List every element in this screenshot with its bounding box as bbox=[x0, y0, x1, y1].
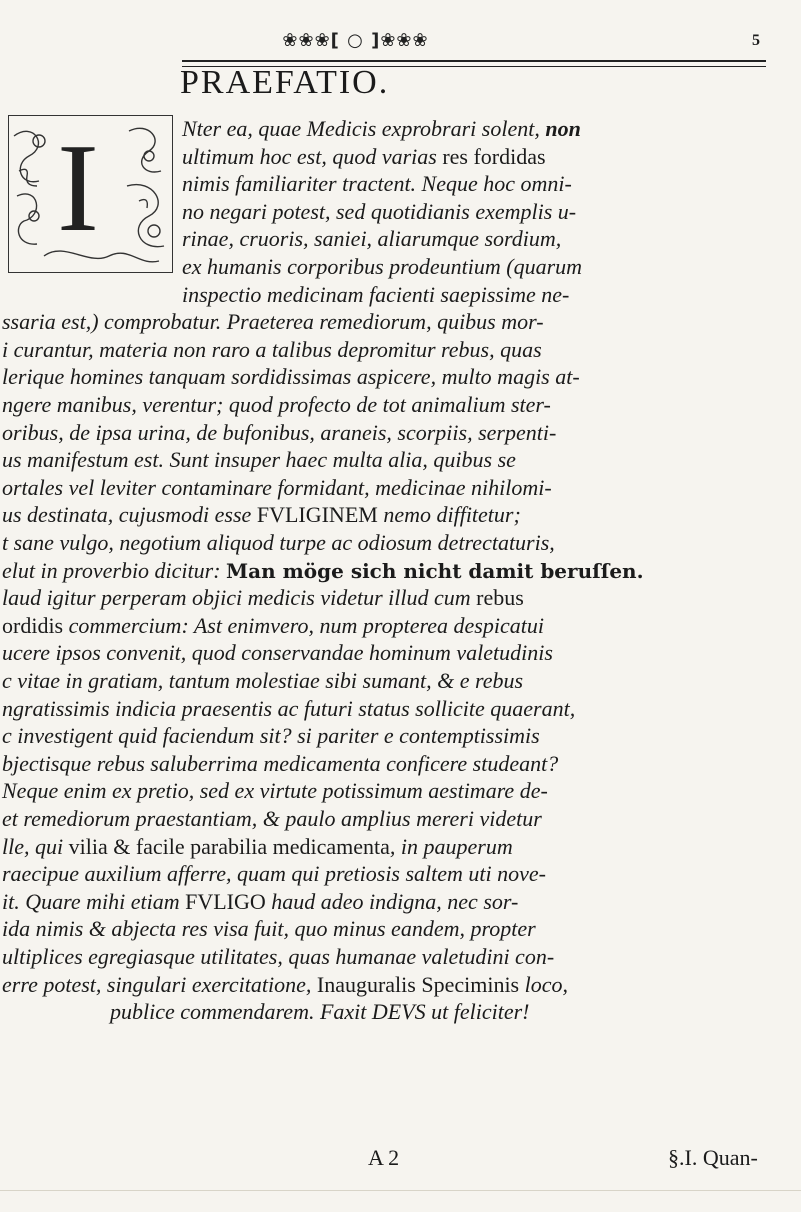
text-line bbox=[2, 725, 540, 747]
text-line bbox=[2, 449, 516, 471]
catchword: §.I. Quan- bbox=[668, 1145, 758, 1170]
text-run: ordidis bbox=[2, 612, 64, 638]
text-run: vilia & facile parabilia medicamenta bbox=[68, 833, 390, 859]
text-line bbox=[2, 336, 542, 362]
text-run: nemo diffitetur; bbox=[377, 502, 521, 528]
text-run: rinae, cruoris, saniei, aliarumque sordium, bbox=[182, 226, 562, 252]
page-edge bbox=[0, 1190, 801, 1191]
text-line bbox=[182, 173, 572, 195]
text-line bbox=[2, 532, 555, 554]
text-run: haud adeo indigna, nec sor- bbox=[265, 888, 519, 914]
text-line bbox=[2, 474, 552, 500]
text-line bbox=[2, 833, 513, 859]
text-line bbox=[2, 394, 551, 416]
text-line bbox=[182, 256, 582, 278]
text-line bbox=[110, 1001, 530, 1023]
text-run: ucere ipsos convenit, quod conservandae hominum valetudinis bbox=[2, 640, 553, 666]
text-run: res fordidas bbox=[442, 143, 546, 169]
text-line bbox=[182, 281, 570, 307]
text-line bbox=[2, 612, 544, 638]
text-line bbox=[2, 750, 559, 776]
text-line bbox=[2, 419, 557, 445]
text-run: lle, qui bbox=[2, 833, 69, 859]
text-run: ngratissimis indicia praesentis ac futuri status sollicite quaerant, bbox=[2, 695, 576, 721]
text-line bbox=[2, 918, 536, 940]
text-run: ngere manibus, verentur; quod profecto de tot animalium ster- bbox=[2, 392, 551, 417]
page-number: 5 bbox=[752, 32, 760, 49]
text-run: oribus, de ipsa urina, de bufonibus, araneis, scorpiis, serpenti- bbox=[2, 419, 557, 445]
text-run: c investigent quid faciendum sit? si pariter e contemptissimis bbox=[2, 723, 540, 749]
text-run: non bbox=[545, 116, 581, 141]
text-run: laud igitur perperam objici medicis videtur illud cum bbox=[2, 585, 477, 611]
text-run: us manifestum est. Sunt insuper haec multa alia, quibus se bbox=[2, 447, 516, 473]
text-line bbox=[2, 311, 544, 333]
text-line bbox=[182, 143, 546, 169]
text-line bbox=[2, 587, 524, 609]
decorated-initial bbox=[8, 115, 173, 273]
text-run: c vitae in gratiam, tantum molestiae sibi sumant, & e rebus bbox=[2, 668, 524, 693]
text-run: Nter ea, quae Medicis exprobrari solent, bbox=[182, 116, 546, 141]
text-run: inspectio medicinam facienti saepissime ne- bbox=[182, 281, 570, 307]
text-run: rebus bbox=[476, 585, 524, 611]
text-run: FVLIGINEM bbox=[256, 502, 378, 528]
text-run: Inauguralis Speciminis bbox=[316, 971, 520, 997]
text-run: ortales vel leviter contaminare formidant, medicinae nihilomi- bbox=[2, 474, 552, 500]
text-line bbox=[182, 198, 577, 224]
text-line bbox=[2, 863, 546, 885]
text-line bbox=[2, 642, 553, 664]
text-line bbox=[2, 888, 519, 914]
text-run: commercium: Ast enimvero, num propterea despicatui bbox=[63, 612, 544, 638]
text-run: it. Quare mihi etiam bbox=[2, 888, 186, 914]
signature-mark: A 2 bbox=[368, 1145, 400, 1170]
text-line bbox=[2, 780, 548, 802]
text-run: FVLIGO bbox=[185, 888, 266, 914]
text-run: t sane vulgo, negotium aliquod turpe ac odiosum detrectaturis, bbox=[2, 530, 555, 555]
text-run: ultimum hoc est, quod varias bbox=[182, 143, 443, 169]
text-line bbox=[2, 808, 542, 830]
text-run: elut in proverbio dicitur: bbox=[2, 557, 227, 583]
text-run: lerique homines tanquam sordidissimas aspicere, multo magis at- bbox=[2, 364, 580, 390]
text-run: ultiplices egregiasque utilitates, quas humanae valetudini con- bbox=[2, 944, 555, 969]
text-run: , in pauperum bbox=[389, 833, 513, 859]
text-run: ida nimis & abjecta res visa fuit, quo minus eandem, propter bbox=[2, 916, 536, 942]
text-run: us destinata, cujusmodi esse bbox=[2, 502, 257, 528]
text-run: Neque enim ex pretio, sed ex virtute potissimum aestimare de- bbox=[2, 778, 548, 804]
initial-letter: I bbox=[57, 119, 99, 258]
header-ornament: ❀❀❀[ ○ ]❀❀❀ bbox=[282, 30, 429, 51]
text-run: i curantur, materia non raro a talibus depromitur rebus, quas bbox=[2, 336, 542, 362]
text-line bbox=[182, 228, 561, 250]
text-run: loco, bbox=[519, 971, 569, 997]
text-line bbox=[2, 366, 580, 388]
text-run: erre potest, singulari exercitatione, bbox=[2, 971, 317, 997]
text-run: Man möge sich nicht damit beruſſen. bbox=[226, 558, 644, 583]
text-run: et remediorum praestantiam, & paulo amplius mereri videtur bbox=[2, 806, 542, 831]
text-run: ex humanis corporibus prodeuntium (quarum bbox=[182, 254, 583, 279]
text-line bbox=[2, 946, 554, 968]
text-line bbox=[2, 557, 644, 583]
text-run: nimis familiariter tractent. Neque hoc omni- bbox=[182, 171, 572, 197]
text-run: no negari potest, sed quotidianis exemplis u- bbox=[182, 198, 577, 224]
text-line bbox=[2, 971, 569, 997]
text-line bbox=[2, 695, 576, 721]
text-run: publice commendarem. Faxit DEVS ut feliciter! bbox=[110, 999, 530, 1025]
text-line bbox=[2, 504, 521, 526]
text-line bbox=[2, 670, 523, 692]
text-line bbox=[182, 118, 581, 140]
text-run: bjectisque rebus saluberrima medicamenta conficere studeant? bbox=[2, 750, 559, 776]
text-run: ssaria est,) comprobatur. Praeterea remediorum, quibus mor- bbox=[2, 309, 544, 335]
page-title: PRAEFATIO. bbox=[180, 64, 390, 101]
text-run: raecipue auxilium afferre, quam qui pretiosis saltem uti nove- bbox=[2, 861, 547, 887]
